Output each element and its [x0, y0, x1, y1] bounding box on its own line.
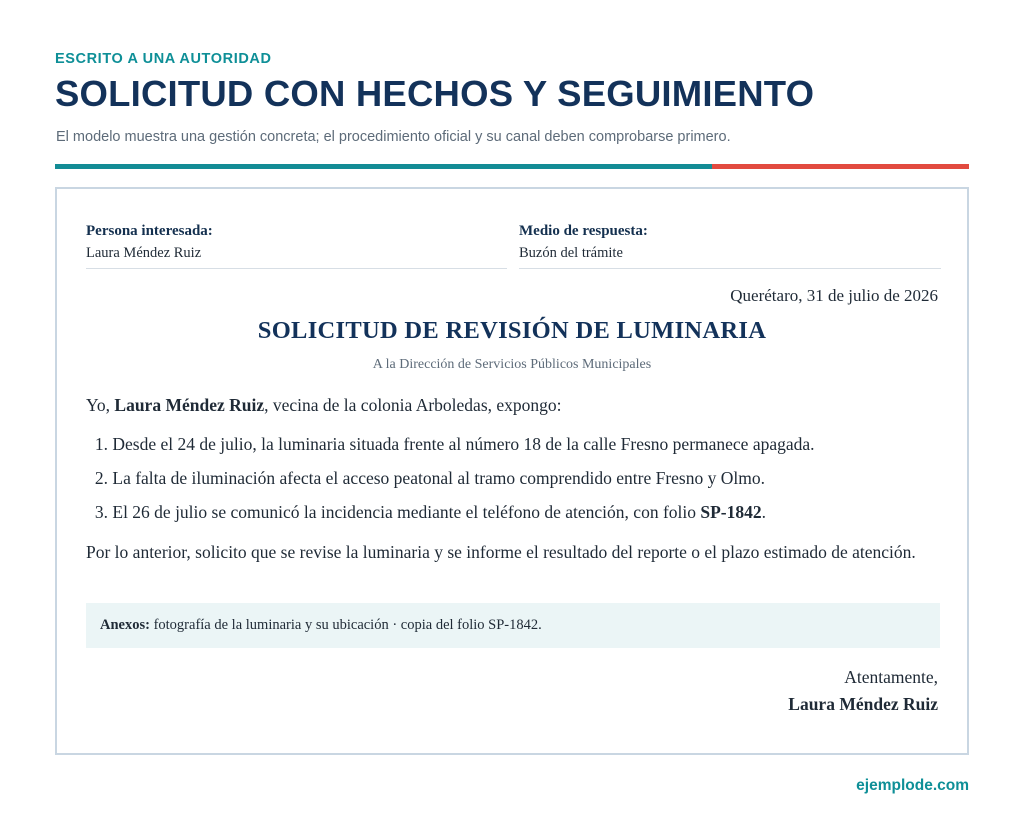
accent-divider-red	[712, 164, 969, 169]
folio-number: SP-1842	[700, 502, 762, 522]
list-item	[86, 467, 946, 489]
letter-closing	[788, 664, 938, 718]
letter-recipient: A la Dirección de Servicios Públicos Municipales	[372, 357, 652, 372]
annex-text: fotografía de la luminaria y su ubicación · copia del folio SP-1842.	[149, 617, 542, 633]
accent-divider	[55, 164, 969, 169]
list-item-number: 2.	[94, 468, 108, 488]
page-title: SOLICITUD CON HECHOS Y SEGUIMIENTO	[55, 73, 815, 114]
letter-intro	[86, 394, 562, 416]
field-value: Laura Méndez Ruiz	[86, 245, 202, 261]
letter-request: Por lo anterior, solicito que se revise la luminaria y se informe el resultado del reporte o el plazo estimado de atención.	[86, 542, 916, 562]
closing-signer: Laura Méndez Ruiz	[788, 694, 938, 714]
annex-label: Anexos:	[100, 617, 150, 633]
intro-name: Laura Méndez Ruiz	[114, 395, 265, 415]
intro-suffix: , vecina de la colonia Arboledas, expongo:	[264, 395, 562, 415]
field-label: Medio de respuesta:	[519, 223, 648, 239]
list-item-number: 1.	[94, 434, 108, 454]
eyebrow-label: ESCRITO A UNA AUTORIDAD	[55, 51, 272, 67]
list-item	[86, 433, 946, 455]
list-item-text: El 26 de julio se comunicó la incidencia mediante el teléfono de atención, con folio	[112, 502, 701, 522]
list-item-number: 3.	[94, 502, 108, 522]
list-item-text: Desde el 24 de julio, la luminaria situada frente al número 18 de la calle Fresno permanece apagada.	[112, 434, 815, 454]
field-interested-person	[86, 222, 507, 269]
annex-box	[86, 603, 940, 648]
field-value: Buzón del trámite	[519, 245, 623, 261]
list-item-text: La falta de iluminación afecta el acceso peatonal al tramo comprendido entre Fresno y Olmo.	[112, 468, 765, 488]
page-subtitle: El modelo muestra una gestión concreta; el procedimiento oficial y su canal deben comprobarse primero.	[56, 129, 731, 145]
list-item	[86, 501, 946, 523]
intro-prefix: Yo,	[86, 395, 115, 415]
list-item-end: .	[761, 502, 766, 522]
letter-card	[55, 187, 969, 755]
letter-title: SOLICITUD DE REVISIÓN DE LUMINARIA	[257, 317, 767, 344]
field-label: Persona interesada:	[86, 223, 213, 239]
closing-salutation: Atentamente,	[844, 667, 938, 687]
letter-date: Querétaro, 31 de julio de 2026	[730, 286, 938, 305]
accent-divider-teal	[55, 164, 712, 169]
field-response-channel	[519, 222, 941, 269]
facts-list	[86, 433, 946, 535]
footer-brand: ejemplode.com	[856, 777, 969, 794]
